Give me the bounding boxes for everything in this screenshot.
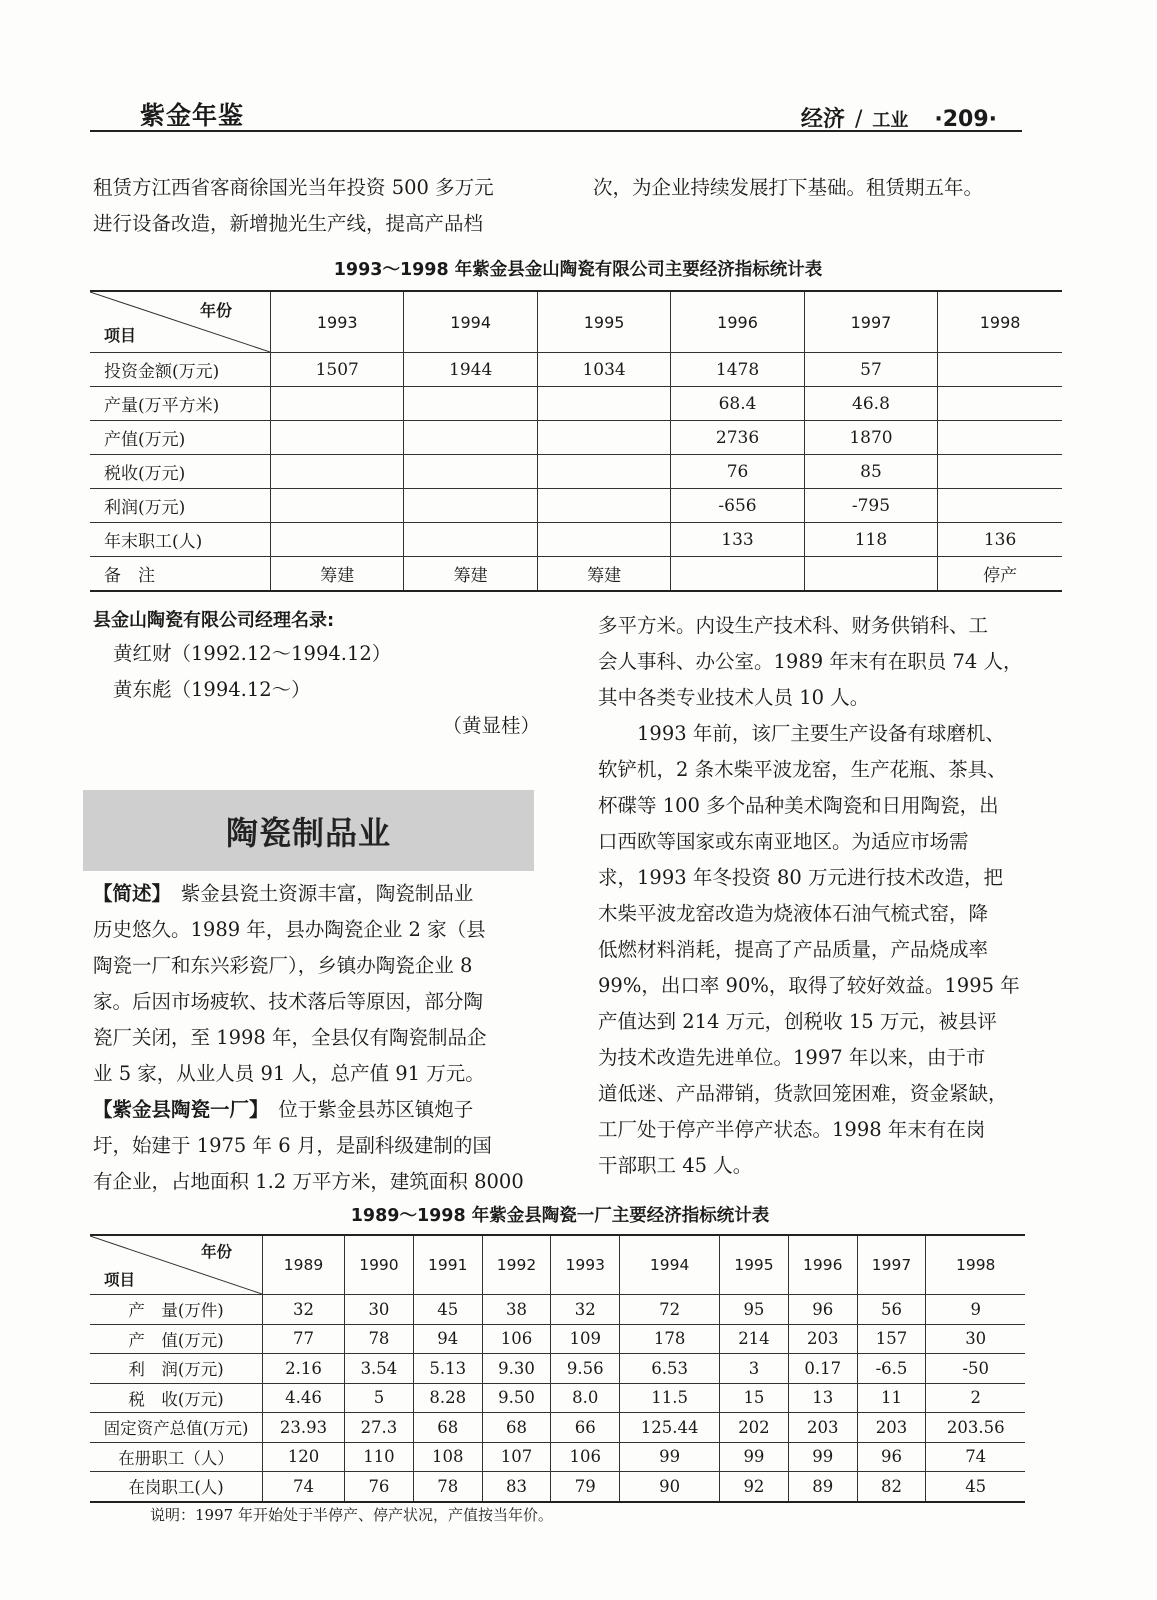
table-cell: 74 bbox=[926, 1442, 1025, 1472]
table-cell: 92 bbox=[720, 1472, 789, 1502]
year-header: 1997 bbox=[857, 1235, 926, 1295]
table-cell bbox=[404, 387, 537, 421]
section-name: 经济 bbox=[800, 107, 845, 132]
table-cell bbox=[404, 421, 537, 455]
table-cell: 6.53 bbox=[620, 1354, 720, 1384]
body-line: 低燃材料消耗，提高了产品质量，产品烧成率 bbox=[598, 938, 989, 961]
table-cell: 2736 bbox=[671, 421, 804, 455]
right-body bbox=[598, 608, 1061, 1184]
table-cell: 9.50 bbox=[482, 1383, 551, 1413]
header-slash: / bbox=[854, 107, 863, 132]
table-row bbox=[90, 353, 1062, 387]
year-header: 1990 bbox=[345, 1235, 414, 1295]
table-cell: 8.0 bbox=[551, 1383, 620, 1413]
table-cell: 203.56 bbox=[926, 1413, 1025, 1443]
row-label: 税收(万元) bbox=[90, 455, 271, 489]
table-cell: 5 bbox=[345, 1383, 414, 1413]
table-cell: 157 bbox=[857, 1324, 926, 1354]
table-cell bbox=[271, 455, 404, 489]
table-row bbox=[90, 489, 1062, 523]
table-cell bbox=[671, 557, 804, 592]
table-cell: 68.4 bbox=[671, 387, 804, 421]
table-cell: 76 bbox=[345, 1472, 414, 1502]
body-line: 为技术改造先进单位。1997 年以来，由于市 bbox=[598, 1046, 986, 1069]
table-cell bbox=[537, 421, 670, 455]
managers-heading: 县金山陶瓷有限公司经理名录: bbox=[93, 610, 335, 631]
table-cell: 106 bbox=[482, 1324, 551, 1354]
table-cell: -656 bbox=[671, 489, 804, 523]
table-cell: 45 bbox=[413, 1295, 482, 1325]
table-cell: 1870 bbox=[804, 421, 937, 455]
table-row bbox=[90, 523, 1062, 557]
section-title: 陶瓷制品业 bbox=[225, 814, 391, 852]
table-cell: 5.13 bbox=[413, 1354, 482, 1384]
table-cell: 99 bbox=[620, 1442, 720, 1472]
body-line: 干部职工 45 人。 bbox=[598, 1154, 753, 1177]
table-row bbox=[90, 1354, 1025, 1384]
page-number: ·209· bbox=[934, 107, 997, 132]
year-header: 1996 bbox=[788, 1235, 857, 1295]
table-cell: 178 bbox=[620, 1324, 720, 1354]
table-cell: 66 bbox=[551, 1413, 620, 1443]
table-cell: 30 bbox=[926, 1324, 1025, 1354]
table-cell: 203 bbox=[857, 1413, 926, 1443]
table-cell: 83 bbox=[482, 1472, 551, 1502]
table-cell: 57 bbox=[804, 353, 937, 387]
body-line: 软铲机，2 条木柴平波龙窑，生产花瓶、茶具、 bbox=[598, 758, 1007, 781]
table-cell: 筹建 bbox=[537, 557, 670, 592]
table-cell bbox=[938, 387, 1062, 421]
table-cell: 110 bbox=[345, 1442, 414, 1472]
table-cell: 76 bbox=[671, 455, 804, 489]
table-cell: 3.54 bbox=[345, 1354, 414, 1384]
table-row bbox=[90, 421, 1062, 455]
table-cell: 214 bbox=[720, 1324, 789, 1354]
year-header: 1997 bbox=[804, 291, 937, 353]
table-cell: 89 bbox=[788, 1472, 857, 1502]
summary-tag: 【简述】 bbox=[93, 882, 162, 905]
table-cell bbox=[271, 523, 404, 557]
manager-entry: 黄东彪（1994.12～） bbox=[113, 678, 311, 701]
author-credit: （黄显桂） bbox=[442, 714, 540, 737]
body-line: 多平方米。内设生产技术科、财务供销科、工 bbox=[598, 614, 989, 637]
table-cell: 74 bbox=[263, 1472, 345, 1502]
table-cell bbox=[537, 387, 670, 421]
row-label: 产量(万平方米) bbox=[90, 387, 271, 421]
year-header: 1995 bbox=[537, 291, 670, 353]
year-header: 1996 bbox=[671, 291, 804, 353]
table1 bbox=[90, 290, 1062, 592]
table-cell bbox=[938, 353, 1062, 387]
year-header: 1993 bbox=[551, 1235, 620, 1295]
table-cell: 133 bbox=[671, 523, 804, 557]
body-line: 工厂处于停产半停产状态。1998 年末有在岗 bbox=[598, 1118, 986, 1141]
intro-left bbox=[93, 170, 553, 242]
table-cell: 203 bbox=[788, 1324, 857, 1354]
summary-line: 历史悠久。1989 年，县办陶瓷企业 2 家（县 bbox=[93, 918, 486, 941]
table-cell bbox=[537, 523, 670, 557]
row-label: 在册职工（人） bbox=[90, 1442, 263, 1472]
intro-right: 次，为企业持续发展打下基础。租赁期五年。 bbox=[593, 176, 984, 199]
table-cell: 96 bbox=[857, 1442, 926, 1472]
table2-title: 1989～1998 年紫金县陶瓷一厂主要经济指标统计表 bbox=[350, 1206, 770, 1226]
factory-line: 有企业，占地面积 1.2 万平方米，建筑面积 8000 bbox=[93, 1170, 524, 1193]
corner-item-label: 项目 bbox=[104, 1271, 136, 1289]
table1-corner-cell bbox=[90, 291, 271, 353]
table-cell: 32 bbox=[263, 1295, 345, 1325]
row-label: 利润(万元) bbox=[90, 489, 271, 523]
table-cell: 95 bbox=[720, 1295, 789, 1325]
table-cell bbox=[404, 455, 537, 489]
book-title: 紫金年鉴 bbox=[140, 101, 245, 130]
table-cell: 筹建 bbox=[271, 557, 404, 592]
body-line: 杯碟等 100 多个品种美术陶瓷和日用陶瓷，出 bbox=[598, 794, 999, 817]
body-line: 99%，出口率 90%，取得了较好效益。1995 年 bbox=[598, 974, 1020, 997]
body-line: 口西欧等国家或东南亚地区。为适应市场需 bbox=[598, 830, 969, 853]
table-cell: 3 bbox=[720, 1354, 789, 1384]
table-cell bbox=[404, 523, 537, 557]
table-cell: 11.5 bbox=[620, 1383, 720, 1413]
table-cell: 108 bbox=[413, 1442, 482, 1472]
body-line: 木柴平波龙窑改造为烧液体石油气梳式窑，降 bbox=[598, 902, 989, 925]
table-cell: 99 bbox=[788, 1442, 857, 1472]
row-label: 税 收(万元) bbox=[90, 1383, 263, 1413]
table1-header-row bbox=[90, 291, 1062, 353]
table-cell: -50 bbox=[926, 1354, 1025, 1384]
row-label: 年末职工(人) bbox=[90, 523, 271, 557]
table-cell: 45 bbox=[926, 1472, 1025, 1502]
table-cell: 77 bbox=[263, 1324, 345, 1354]
row-label: 产 值(万元) bbox=[90, 1324, 263, 1354]
table-cell: 202 bbox=[720, 1413, 789, 1443]
table-cell: 68 bbox=[413, 1413, 482, 1443]
table-cell: 13 bbox=[788, 1383, 857, 1413]
table-cell bbox=[938, 421, 1062, 455]
factory-tag: 【紫金县陶瓷一厂】 bbox=[93, 1098, 259, 1121]
table-cell: 1478 bbox=[671, 353, 804, 387]
body-line: 产值达到 214 万元，创税收 15 万元，被县评 bbox=[598, 1010, 997, 1033]
table-cell: 99 bbox=[720, 1442, 789, 1472]
year-header: 1991 bbox=[413, 1235, 482, 1295]
table-cell: 停产 bbox=[938, 557, 1062, 592]
year-header: 1994 bbox=[620, 1235, 720, 1295]
row-label: 产值(万元) bbox=[90, 421, 271, 455]
table-cell: 11 bbox=[857, 1383, 926, 1413]
subsection-name: 工业 bbox=[872, 110, 909, 131]
table-cell: 72 bbox=[620, 1295, 720, 1325]
summary-line: 家。后因市场疲软、技术落后等原因，部分陶 bbox=[93, 990, 484, 1013]
row-label: 投资金额(万元) bbox=[90, 353, 271, 387]
table-cell bbox=[271, 421, 404, 455]
header-rule bbox=[90, 130, 1022, 132]
table-row bbox=[90, 1295, 1025, 1325]
table-cell: 82 bbox=[857, 1472, 926, 1502]
row-label: 产 量(万件) bbox=[90, 1295, 263, 1325]
body-line: 求，1993 年冬投资 80 万元进行技术改造，把 bbox=[598, 866, 1004, 889]
corner-year-label: 年份 bbox=[199, 301, 232, 320]
table2-note: 说明：1997 年开始处于半停产、停产状况，产值按当年价。 bbox=[150, 1506, 553, 1524]
table-cell: 203 bbox=[788, 1413, 857, 1443]
table-row bbox=[90, 1383, 1025, 1413]
factory-line bbox=[93, 1092, 553, 1128]
table2-header-row bbox=[90, 1235, 1025, 1295]
manager-entry: 黄红财（1992.12～1994.12） bbox=[113, 642, 392, 665]
table-cell: 46.8 bbox=[804, 387, 937, 421]
year-header: 1995 bbox=[720, 1235, 789, 1295]
table-cell: 79 bbox=[551, 1472, 620, 1502]
table-cell bbox=[537, 489, 670, 523]
table-cell: -795 bbox=[804, 489, 937, 523]
table-cell: 8.28 bbox=[413, 1383, 482, 1413]
summary-line: 瓷厂关闭，至 1998 年，全县仅有陶瓷制品企 bbox=[93, 1026, 487, 1049]
body-line: 其中各类专业技术人员 10 人。 bbox=[598, 686, 870, 709]
intro-line: 进行设备改造，新增抛光生产线，提高产品档 bbox=[93, 212, 484, 235]
table-cell: 9.56 bbox=[551, 1354, 620, 1384]
table-row bbox=[90, 1324, 1025, 1354]
table-cell: 1944 bbox=[404, 353, 537, 387]
row-label: 固定资产总值(万元) bbox=[90, 1413, 263, 1443]
table-cell: 136 bbox=[938, 523, 1062, 557]
year-header: 1993 bbox=[271, 291, 404, 353]
year-header: 1998 bbox=[926, 1235, 1025, 1295]
table-cell: 23.93 bbox=[263, 1413, 345, 1443]
table-cell bbox=[938, 489, 1062, 523]
row-label: 在岗职工(人) bbox=[90, 1472, 263, 1502]
year-header: 1994 bbox=[404, 291, 537, 353]
table-cell: 90 bbox=[620, 1472, 720, 1502]
running-header bbox=[801, 102, 997, 133]
table-cell: 78 bbox=[413, 1472, 482, 1502]
body-line: 会人事科、办公室。1989 年末有在职员 74 人， bbox=[598, 650, 1023, 673]
summary-line: 业 5 家，从业人员 91 人，总产值 91 万元。 bbox=[93, 1062, 485, 1085]
table-cell bbox=[404, 489, 537, 523]
table-cell bbox=[271, 489, 404, 523]
managers-list bbox=[113, 636, 553, 708]
table-cell bbox=[938, 455, 1062, 489]
table-cell: 94 bbox=[413, 1324, 482, 1354]
table-cell: 107 bbox=[482, 1442, 551, 1472]
table-cell: 32 bbox=[551, 1295, 620, 1325]
table-cell: 109 bbox=[551, 1324, 620, 1354]
table-cell: 68 bbox=[482, 1413, 551, 1443]
summary-line bbox=[93, 876, 553, 912]
left-body bbox=[93, 876, 553, 1200]
year-header: 1992 bbox=[482, 1235, 551, 1295]
factory-text: 位于紫金县苏区镇炮子 bbox=[278, 1098, 474, 1121]
table-cell: 9 bbox=[926, 1295, 1025, 1325]
corner-item-label: 项目 bbox=[104, 326, 137, 345]
table-cell bbox=[271, 387, 404, 421]
table-cell bbox=[537, 455, 670, 489]
table-cell: 2 bbox=[926, 1383, 1025, 1413]
table-row bbox=[90, 557, 1062, 592]
body-line: 1993 年前，该厂主要生产设备有球磨机、 bbox=[598, 722, 1005, 745]
table-cell: 4.46 bbox=[263, 1383, 345, 1413]
table-row bbox=[90, 455, 1062, 489]
table-cell: 38 bbox=[482, 1295, 551, 1325]
table-cell: 125.44 bbox=[620, 1413, 720, 1443]
table-cell: 96 bbox=[788, 1295, 857, 1325]
table-row bbox=[90, 1472, 1025, 1502]
corner-year-label: 年份 bbox=[200, 1243, 232, 1261]
summary-line: 陶瓷一厂和东兴彩瓷厂），乡镇办陶瓷企业 8 bbox=[93, 954, 473, 977]
table-cell: 9.30 bbox=[482, 1354, 551, 1384]
factory-line: 圩，始建于 1975 年 6 月，是副科级建制的国 bbox=[93, 1134, 492, 1157]
row-label: 利 润(万元) bbox=[90, 1354, 263, 1384]
table-cell: 1034 bbox=[537, 353, 670, 387]
table-cell: 30 bbox=[345, 1295, 414, 1325]
table-cell: 85 bbox=[804, 455, 937, 489]
table-cell: 56 bbox=[857, 1295, 926, 1325]
table-row bbox=[90, 1442, 1025, 1472]
table-cell: 120 bbox=[263, 1442, 345, 1472]
table-cell: 2.16 bbox=[263, 1354, 345, 1384]
summary-text: 紫金县瓷土资源丰富，陶瓷制品业 bbox=[180, 882, 474, 905]
table-cell: -6.5 bbox=[857, 1354, 926, 1384]
row-label: 备 注 bbox=[90, 557, 271, 592]
table1-title: 1993～1998 年紫金县金山陶瓷有限公司主要经济指标统计表 bbox=[333, 260, 823, 280]
table-cell: 78 bbox=[345, 1324, 414, 1354]
table-cell: 0.17 bbox=[788, 1354, 857, 1384]
table-cell: 15 bbox=[720, 1383, 789, 1413]
year-header: 1998 bbox=[938, 291, 1062, 353]
table-cell: 筹建 bbox=[404, 557, 537, 592]
table-cell: 118 bbox=[804, 523, 937, 557]
body-line: 道低迷、产品滞销，货款回笼困难，资金紧缺， bbox=[598, 1082, 1008, 1105]
table-cell bbox=[804, 557, 937, 592]
table-row bbox=[90, 1413, 1025, 1443]
table2-corner-cell bbox=[90, 1235, 263, 1295]
table-cell: 27.3 bbox=[345, 1413, 414, 1443]
table-row bbox=[90, 387, 1062, 421]
intro-line: 租赁方江西省客商徐国光当年投资 500 多万元 bbox=[93, 176, 494, 199]
year-header: 1989 bbox=[263, 1235, 345, 1295]
table2 bbox=[90, 1234, 1025, 1503]
table-cell: 1507 bbox=[271, 353, 404, 387]
table-cell: 106 bbox=[551, 1442, 620, 1472]
